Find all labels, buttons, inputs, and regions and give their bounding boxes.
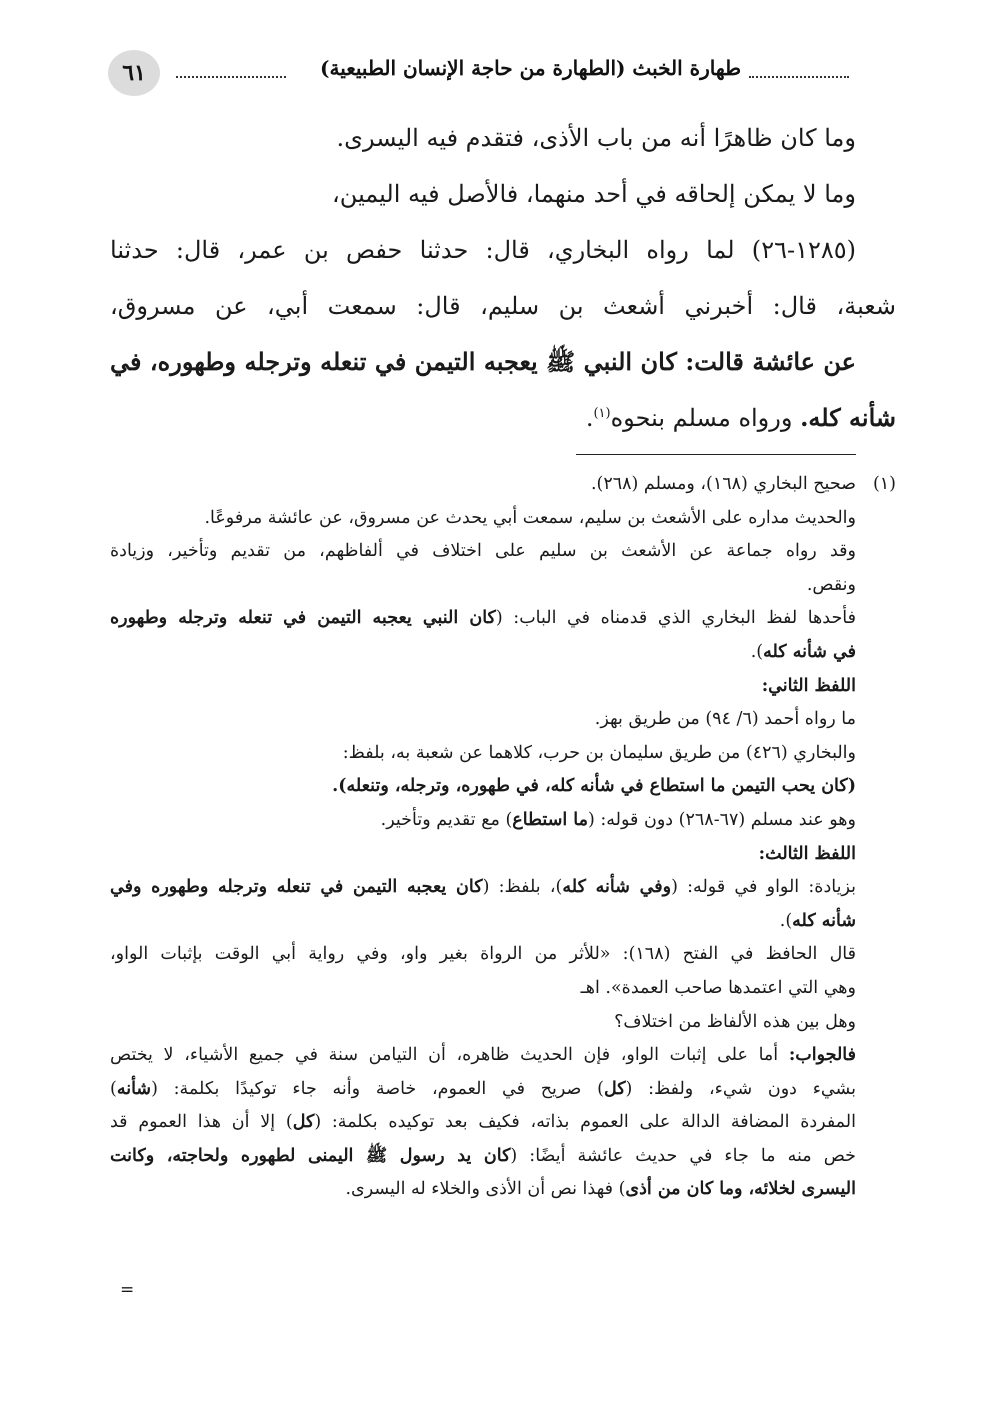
footnote-bold: في شأنه كله <box>763 641 856 662</box>
footnote-marker: (١) <box>872 474 896 494</box>
footnote-bold: شأنه <box>116 1078 152 1099</box>
page-number: ٦١ <box>108 50 160 96</box>
footnote-text: أما على إثبات الواو، فإن الحديث ظاهره، أن التيامن سنة في جميع الأشياء، لا يختص <box>110 1045 789 1066</box>
footnote-subheading: اللفظ الثالث: <box>758 843 856 864</box>
footnote-line <box>110 1140 856 1174</box>
footnote-bold: كان يعجبه التيمن في تنعله وترجله وطهوره وفي <box>110 877 483 898</box>
footnote-text: ) <box>110 1078 117 1099</box>
footnote-text: )، بلفظ: ( <box>482 877 563 898</box>
footnote-bold: اليسرى لخلائه، وما كان من أذى <box>625 1179 856 1200</box>
source-note: ورواه مسلم بنحوه <box>610 404 801 432</box>
main-line: وما لا يمكن إلحاقه في أحد منهما، فالأصل فيه اليمين، <box>332 180 856 208</box>
footnote-line: والبخاري (٤٢٦) من طريق سليمان بن حرب، كلاهما عن شعبة به، بلفظ: <box>342 742 856 763</box>
footnote-line <box>110 1073 856 1107</box>
footnote-text: ) إلا أن هذا العموم قد <box>110 1112 293 1133</box>
footnote-bold: ما استطاع <box>512 809 589 830</box>
footnote-bold: كل <box>603 1078 626 1099</box>
footnote-bold: كان يد رسول ﷺ اليمنى لطهوره ولحاجته، وكانت <box>110 1145 511 1166</box>
footnote-bold: وفي شأنه كله <box>562 877 672 898</box>
footnote-line <box>110 468 896 502</box>
footnote-line: ونقص. <box>806 574 856 595</box>
hadith-text-line <box>110 390 896 446</box>
footnote-line <box>110 804 856 838</box>
footnote-text: بشيء دون شيء، ولفظ: ( <box>625 1078 856 1099</box>
footnote-line <box>110 636 856 670</box>
dot-leader-left <box>176 62 286 78</box>
hadith-text-bold: شأنه كله. <box>800 403 896 432</box>
footnote-text: المفردة المضافة الدالة على العموم بذاته، فكيف بعد توكيده بكلمة: ( <box>314 1112 856 1133</box>
footnote-line <box>110 1039 856 1073</box>
footnote-line <box>110 1173 856 1207</box>
footnote-text: فأحدها لفظ البخاري الذي قدمناه في الباب: ( <box>495 608 856 629</box>
footnote-line: والحديث مداره على الأشعث بن سليم، سمعت أبي يحدث عن مسروق، عن عائشة مرفوعًا. <box>204 507 856 528</box>
footnote-reference: (١) <box>593 406 611 421</box>
footnote-line: وقد رواه جماعة عن الأشعث بن سليم على اختلاف في ألفاظهم، من تقديم وتأخير، وزيادة <box>110 541 856 562</box>
dot-leader-right <box>749 62 849 78</box>
footnote-line <box>110 905 856 939</box>
footnote-text: ) مع تقديم وتأخير. <box>380 809 513 830</box>
main-line: وما كان ظاهرًا أنه من باب الأذى، فتقدم فيه اليسرى. <box>336 124 856 152</box>
running-title: طهارة الخبث (الطهارة من حاجة الإنسان الطبيعية) <box>320 56 741 80</box>
period: . <box>585 404 594 432</box>
footnotes <box>110 468 896 1207</box>
footnote-text: ). <box>750 641 764 662</box>
hadith-number-line: (١٢٨٥-٢٦) لما رواه البخاري، قال: حدثنا حفص بن عمر، قال: حدثنا <box>110 236 857 264</box>
footnote-line <box>110 602 856 636</box>
footnote-bold: كان النبي يعجبه التيمن في تنعله وترجله وطهوره <box>110 608 496 629</box>
footnote-text: بزيادة: الواو في قوله: ( <box>671 877 856 898</box>
footnote-separator <box>576 454 856 455</box>
footnote-text: وهو عند مسلم (٦٧-٢٦٨) دون قوله: ( <box>588 809 856 830</box>
footnote-line: قال الحافظ في الفتح (١٦٨): «للأثر من الرواة بغير واو، وفي رواية أبي الوقت بإثبات الواو، <box>110 944 856 965</box>
footnote-text: ) فهذا نص أن الأذى والخلاء له اليسرى. <box>345 1179 626 1200</box>
footnote-text: خص منه ما جاء في حديث عائشة أيضًا: ( <box>510 1145 856 1166</box>
footnote-text: ). <box>779 910 793 931</box>
footnote-line: وهي التي اعتمدها صاحب العمدة». اهـ <box>580 977 856 998</box>
footnote-bold-line: (كان يحب التيمن ما استطاع في شأنه كله، في طهوره، وترجله، وتنعله). <box>332 776 856 797</box>
footnote-bold: فالجواب: <box>788 1045 856 1066</box>
footnote-bold: شأنه كله <box>792 910 856 931</box>
hadith-text-line: عن عائشة قالت: كان النبي ﷺ يعجبه التيمن في تنعله وترجله وطهوره، في <box>110 347 856 376</box>
footnote-line <box>110 871 856 905</box>
footnote-text: صحيح البخاري (١٦٨)، ومسلم (٢٦٨). <box>590 474 856 494</box>
main-text <box>110 110 896 446</box>
continuation-mark: = <box>120 1280 135 1300</box>
footnote-subheading: اللفظ الثاني: <box>761 675 856 696</box>
footnote-line: ما رواه أحمد (٦/ ٩٤) من طريق بهز. <box>594 709 856 730</box>
footnote-bold: كل <box>292 1112 315 1133</box>
running-header <box>108 50 853 96</box>
footnote-text: ) صريح في العموم، خاصة وأنه جاء توكيدًا بكلمة: ( <box>151 1078 604 1099</box>
footnote-line: وهل بين هذه الألفاظ من اختلاف؟ <box>614 1011 856 1032</box>
main-line: شعبة، قال: أخبرني أشعث بن سليم، قال: سمعت أبي، عن مسروق، <box>110 292 896 320</box>
footnote-line <box>110 1106 856 1140</box>
